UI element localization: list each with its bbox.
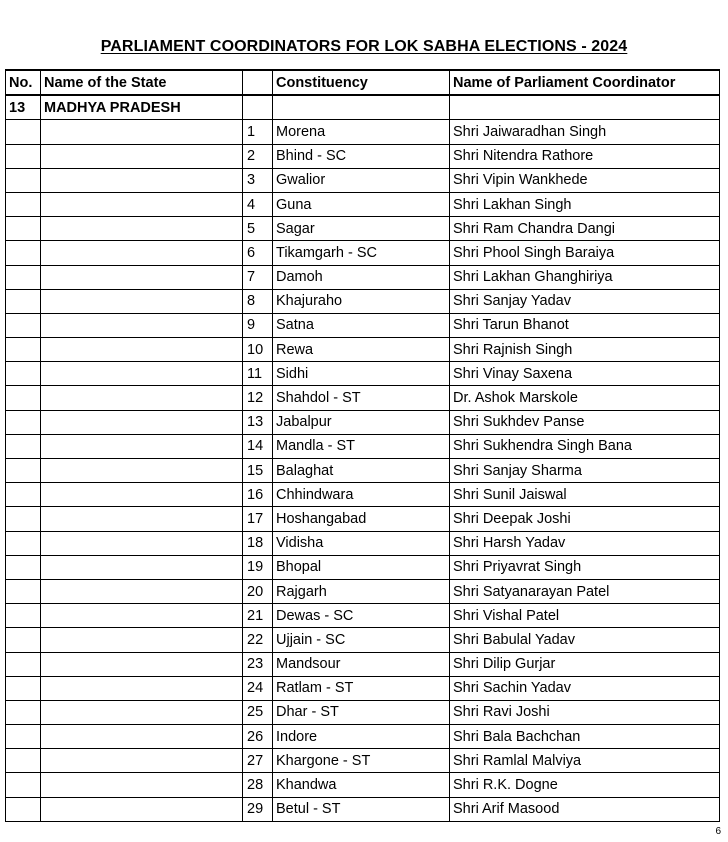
no-cell bbox=[6, 410, 41, 434]
table-row bbox=[6, 289, 720, 313]
state-cell bbox=[41, 410, 243, 434]
constituency-cell: Damoh bbox=[273, 265, 450, 289]
coordinator-cell: Shri Sanjay Yadav bbox=[450, 289, 720, 313]
constituency-cell: Tikamgarh - SC bbox=[273, 241, 450, 265]
no-cell bbox=[6, 579, 41, 603]
no-cell bbox=[6, 313, 41, 337]
serial-cell: 7 bbox=[243, 265, 273, 289]
state-cell bbox=[41, 144, 243, 168]
serial-cell: 16 bbox=[243, 483, 273, 507]
coordinator-cell: Shri Dilip Gurjar bbox=[450, 652, 720, 676]
coordinator-cell: Shri R.K. Dogne bbox=[450, 773, 720, 797]
constituency-cell: Indore bbox=[273, 725, 450, 749]
serial-cell: 12 bbox=[243, 386, 273, 410]
no-cell bbox=[6, 434, 41, 458]
state-cell bbox=[41, 483, 243, 507]
constituency-cell: Dhar - ST bbox=[273, 700, 450, 724]
coordinator-cell: Shri Satyanarayan Patel bbox=[450, 579, 720, 603]
serial-cell: 21 bbox=[243, 604, 273, 628]
table-row bbox=[6, 410, 720, 434]
coordinator-cell: Shri Harsh Yadav bbox=[450, 531, 720, 555]
no-cell bbox=[6, 652, 41, 676]
state-cell bbox=[41, 120, 243, 144]
no-cell bbox=[6, 676, 41, 700]
state-cell bbox=[41, 773, 243, 797]
table-row bbox=[6, 483, 720, 507]
constituency-cell: Ratlam - ST bbox=[273, 676, 450, 700]
table-row bbox=[6, 120, 720, 144]
serial-cell: 22 bbox=[243, 628, 273, 652]
table-row bbox=[6, 434, 720, 458]
constituency-cell: Rajgarh bbox=[273, 579, 450, 603]
no-cell bbox=[6, 386, 41, 410]
coordinator-cell: Shri Priyavrat Singh bbox=[450, 555, 720, 579]
coordinator-cell: Shri Vinay Saxena bbox=[450, 362, 720, 386]
state-cell bbox=[41, 749, 243, 773]
constituency-cell: Morena bbox=[273, 120, 450, 144]
constituency-cell: Bhopal bbox=[273, 555, 450, 579]
state-cell bbox=[41, 725, 243, 749]
header-state: Name of the State bbox=[41, 70, 243, 95]
no-cell bbox=[6, 168, 41, 192]
no-cell bbox=[6, 507, 41, 531]
no-cell bbox=[6, 725, 41, 749]
constituency-cell: Satna bbox=[273, 313, 450, 337]
constituency-cell: Vidisha bbox=[273, 531, 450, 555]
no-cell bbox=[6, 362, 41, 386]
page-number: 6 bbox=[715, 826, 721, 837]
serial-cell: 4 bbox=[243, 192, 273, 216]
state-cell bbox=[41, 168, 243, 192]
state-name: MADHYA PRADESH bbox=[41, 95, 243, 120]
no-cell bbox=[6, 483, 41, 507]
header-coordinator: Name of Parliament Coordinator bbox=[450, 70, 720, 95]
table-row bbox=[6, 362, 720, 386]
coordinator-cell: Shri Lakhan Singh bbox=[450, 192, 720, 216]
no-cell bbox=[6, 120, 41, 144]
coordinator-cell: Shri Bala Bachchan bbox=[450, 725, 720, 749]
coordinator-cell: Shri Ramlal Malviya bbox=[450, 749, 720, 773]
state-cell bbox=[41, 676, 243, 700]
state-cell bbox=[41, 217, 243, 241]
table-row bbox=[6, 168, 720, 192]
constituency-cell: Sagar bbox=[273, 217, 450, 241]
constituency-cell: Chhindwara bbox=[273, 483, 450, 507]
serial-cell: 20 bbox=[243, 579, 273, 603]
state-cell bbox=[41, 531, 243, 555]
serial-cell: 1 bbox=[243, 120, 273, 144]
constituency-cell: Ujjain - SC bbox=[273, 628, 450, 652]
coordinator-cell: Shri Sukhdev Panse bbox=[450, 410, 720, 434]
state-cell bbox=[41, 604, 243, 628]
state-cell bbox=[41, 434, 243, 458]
coordinator-cell: Dr. Ashok Marskole bbox=[450, 386, 720, 410]
no-cell bbox=[6, 265, 41, 289]
coordinator-cell: Shri Sunil Jaiswal bbox=[450, 483, 720, 507]
coordinator-cell: Shri Nitendra Rathore bbox=[450, 144, 720, 168]
no-cell bbox=[6, 144, 41, 168]
no-cell bbox=[6, 604, 41, 628]
no-cell bbox=[6, 797, 41, 821]
constituency-cell: Khandwa bbox=[273, 773, 450, 797]
serial-cell: 19 bbox=[243, 555, 273, 579]
serial-cell: 23 bbox=[243, 652, 273, 676]
serial-cell: 17 bbox=[243, 507, 273, 531]
state-cell bbox=[41, 386, 243, 410]
state-row-empty-cell bbox=[243, 95, 273, 120]
table-row bbox=[6, 797, 720, 821]
serial-cell: 25 bbox=[243, 700, 273, 724]
coordinator-cell: Shri Sukhendra Singh Bana bbox=[450, 434, 720, 458]
serial-cell: 10 bbox=[243, 338, 273, 362]
serial-cell: 13 bbox=[243, 410, 273, 434]
constituency-cell: Bhind - SC bbox=[273, 144, 450, 168]
serial-cell: 24 bbox=[243, 676, 273, 700]
no-cell bbox=[6, 192, 41, 216]
constituency-cell: Balaghat bbox=[273, 459, 450, 483]
header-constituency: Constituency bbox=[273, 70, 450, 95]
table-row bbox=[6, 579, 720, 603]
state-cell bbox=[41, 700, 243, 724]
no-cell bbox=[6, 338, 41, 362]
no-cell bbox=[6, 773, 41, 797]
table-row bbox=[6, 507, 720, 531]
serial-cell: 18 bbox=[243, 531, 273, 555]
no-cell bbox=[6, 531, 41, 555]
serial-cell: 11 bbox=[243, 362, 273, 386]
serial-cell: 26 bbox=[243, 725, 273, 749]
state-cell bbox=[41, 241, 243, 265]
table-row bbox=[6, 700, 720, 724]
header-serial bbox=[243, 70, 273, 95]
state-row bbox=[6, 95, 720, 120]
no-cell bbox=[6, 289, 41, 313]
coordinator-cell: Shri Arif Masood bbox=[450, 797, 720, 821]
state-row-empty-cell bbox=[450, 95, 720, 120]
serial-cell: 27 bbox=[243, 749, 273, 773]
state-cell bbox=[41, 579, 243, 603]
constituency-cell: Jabalpur bbox=[273, 410, 450, 434]
state-cell bbox=[41, 507, 243, 531]
state-cell bbox=[41, 797, 243, 821]
table-body bbox=[6, 95, 720, 821]
coordinator-cell: Shri Sachin Yadav bbox=[450, 676, 720, 700]
coordinator-cell: Shri Deepak Joshi bbox=[450, 507, 720, 531]
no-cell bbox=[6, 217, 41, 241]
table-row bbox=[6, 459, 720, 483]
serial-cell: 9 bbox=[243, 313, 273, 337]
constituency-cell: Gwalior bbox=[273, 168, 450, 192]
no-cell bbox=[6, 555, 41, 579]
constituency-cell: Betul - ST bbox=[273, 797, 450, 821]
serial-cell: 2 bbox=[243, 144, 273, 168]
serial-cell: 6 bbox=[243, 241, 273, 265]
table-row bbox=[6, 386, 720, 410]
constituency-cell: Guna bbox=[273, 192, 450, 216]
table-row bbox=[6, 749, 720, 773]
constituency-cell: Mandla - ST bbox=[273, 434, 450, 458]
no-cell bbox=[6, 749, 41, 773]
constituency-cell: Sidhi bbox=[273, 362, 450, 386]
serial-cell: 29 bbox=[243, 797, 273, 821]
table-row bbox=[6, 144, 720, 168]
constituency-cell: Mandsour bbox=[273, 652, 450, 676]
table-row bbox=[6, 604, 720, 628]
coordinator-cell: Shri Jaiwaradhan Singh bbox=[450, 120, 720, 144]
table-row bbox=[6, 217, 720, 241]
table-row bbox=[6, 628, 720, 652]
table-row bbox=[6, 676, 720, 700]
coordinators-table bbox=[5, 69, 720, 822]
header-no: No. bbox=[6, 70, 41, 95]
state-cell bbox=[41, 313, 243, 337]
coordinator-cell: Shri Rajnish Singh bbox=[450, 338, 720, 362]
no-cell bbox=[6, 459, 41, 483]
table-row bbox=[6, 725, 720, 749]
constituency-cell: Hoshangabad bbox=[273, 507, 450, 531]
coordinator-cell: Shri Ram Chandra Dangi bbox=[450, 217, 720, 241]
no-cell bbox=[6, 700, 41, 724]
serial-cell: 15 bbox=[243, 459, 273, 483]
no-cell bbox=[6, 628, 41, 652]
coordinator-cell: Shri Phool Singh Baraiya bbox=[450, 241, 720, 265]
coordinator-cell: Shri Babulal Yadav bbox=[450, 628, 720, 652]
table-row bbox=[6, 555, 720, 579]
state-cell bbox=[41, 628, 243, 652]
state-cell bbox=[41, 289, 243, 313]
table-row bbox=[6, 192, 720, 216]
table-row bbox=[6, 265, 720, 289]
serial-cell: 5 bbox=[243, 217, 273, 241]
serial-cell: 3 bbox=[243, 168, 273, 192]
table-row bbox=[6, 338, 720, 362]
table-row bbox=[6, 241, 720, 265]
document-title: PARLIAMENT COORDINATORS FOR LOK SABHA ELECTIONS - 2024 bbox=[100, 38, 628, 55]
table-row bbox=[6, 773, 720, 797]
table-header-row bbox=[6, 70, 720, 95]
state-cell bbox=[41, 338, 243, 362]
serial-cell: 14 bbox=[243, 434, 273, 458]
coordinator-cell: Shri Vishal Patel bbox=[450, 604, 720, 628]
coordinator-cell: Shri Vipin Wankhede bbox=[450, 168, 720, 192]
table-row bbox=[6, 652, 720, 676]
serial-cell: 8 bbox=[243, 289, 273, 313]
serial-cell: 28 bbox=[243, 773, 273, 797]
coordinator-cell: Shri Sanjay Sharma bbox=[450, 459, 720, 483]
constituency-cell: Khargone - ST bbox=[273, 749, 450, 773]
state-number: 13 bbox=[6, 95, 41, 120]
constituency-cell: Rewa bbox=[273, 338, 450, 362]
state-row-empty-cell bbox=[273, 95, 450, 120]
coordinator-cell: Shri Ravi Joshi bbox=[450, 700, 720, 724]
state-cell bbox=[41, 652, 243, 676]
state-cell bbox=[41, 192, 243, 216]
constituency-cell: Dewas - SC bbox=[273, 604, 450, 628]
state-cell bbox=[41, 555, 243, 579]
table-row bbox=[6, 531, 720, 555]
constituency-cell: Shahdol - ST bbox=[273, 386, 450, 410]
table-row bbox=[6, 313, 720, 337]
constituency-cell: Khajuraho bbox=[273, 289, 450, 313]
no-cell bbox=[6, 241, 41, 265]
state-cell bbox=[41, 459, 243, 483]
coordinator-cell: Shri Lakhan Ghanghiriya bbox=[450, 265, 720, 289]
state-cell bbox=[41, 362, 243, 386]
state-cell bbox=[41, 265, 243, 289]
coordinator-cell: Shri Tarun Bhanot bbox=[450, 313, 720, 337]
